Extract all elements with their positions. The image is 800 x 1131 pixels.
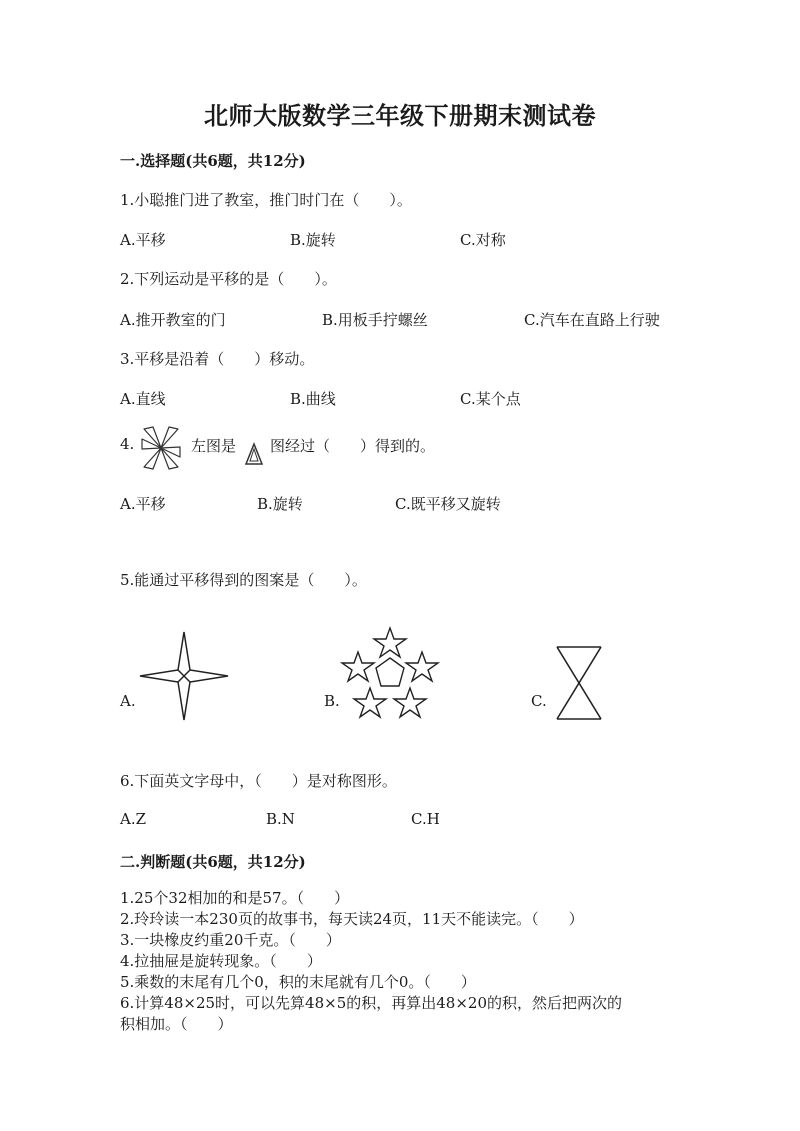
q4-option-b[interactable]: B.旋转 (257, 495, 303, 513)
q5-option-c[interactable]: C. (531, 692, 547, 710)
question-5: 5.能通过平移得到的图案是（ ）。 (120, 571, 367, 589)
judgement-item-4: 4.拉抽屉是旋转现象。（ ） (120, 952, 322, 970)
q3-option-a[interactable]: A.直线 (120, 390, 166, 408)
q1-option-b[interactable]: B.旋转 (290, 231, 336, 249)
q1-option-a[interactable]: A.平移 (120, 231, 166, 249)
q2-option-a[interactable]: A.推开教室的门 (120, 311, 226, 329)
triangle-figure (244, 442, 264, 466)
q6-option-a[interactable]: A.Z (120, 810, 147, 828)
judgement-item-3: 3.一块橡皮约重20千克。（ ） (120, 931, 341, 949)
q3-option-c[interactable]: C.某个点 (460, 390, 521, 408)
q5-option-b[interactable]: B. (324, 692, 340, 710)
section-heading-judgement: 二.判断题(共6题，共12分) (120, 853, 306, 871)
question-4-tail-text: 图经过（ ）得到的。 (270, 437, 436, 455)
q2-option-b[interactable]: B.用板手拧螺丝 (322, 311, 428, 329)
stars-figure (340, 626, 440, 722)
q6-option-b[interactable]: B.N (266, 810, 295, 828)
question-4-number: 4. (120, 435, 135, 453)
question-1: 1.小聪推门进了教室，推门时门在（ ）。 (120, 191, 412, 209)
judgement-item-2: 2.玲玲读一本230页的故事书，每天读24页，11天不能读完。（ ） (120, 910, 584, 928)
judgement-item-6: 6.计算48×25时，可以先算48×5的积，再算出48×20的积，然后把两次的 (120, 994, 622, 1012)
q4-option-c[interactable]: C.既平移又旋转 (395, 495, 501, 513)
judgement-item-5: 5.乘数的末尾有几个0，积的末尾就有几个0。（ ） (120, 973, 476, 991)
question-2: 2.下列运动是平移的是（ ）。 (120, 270, 337, 288)
question-4-middle-text: 左图是 (191, 437, 237, 455)
q5-option-a[interactable]: A. (120, 692, 136, 710)
q3-option-b[interactable]: B.曲线 (290, 390, 336, 408)
section-heading-choice: 一.选择题(共6题，共12分) (120, 152, 306, 170)
question-6: 6.下面英文字母中，（ ）是对称图形。 (120, 772, 397, 790)
q4-option-a[interactable]: A.平移 (120, 495, 166, 513)
question-3: 3.平移是沿着（ ）移动。 (120, 350, 315, 368)
q6-option-c[interactable]: C.H (411, 810, 440, 828)
q2-option-c[interactable]: C.汽车在直路上行驶 (524, 311, 660, 329)
q1-option-c[interactable]: C.对称 (460, 231, 506, 249)
four-point-star-figure (138, 630, 230, 722)
hourglass-figure (555, 645, 603, 721)
page-title: 北师大版数学三年级下册期末测试卷 (204, 101, 596, 130)
judgement-item-6-continued: 积相加。（ ） (120, 1015, 233, 1033)
pinwheel-figure (140, 425, 182, 471)
judgement-item-1: 1.25个32相加的和是57。（ ） (120, 889, 350, 907)
